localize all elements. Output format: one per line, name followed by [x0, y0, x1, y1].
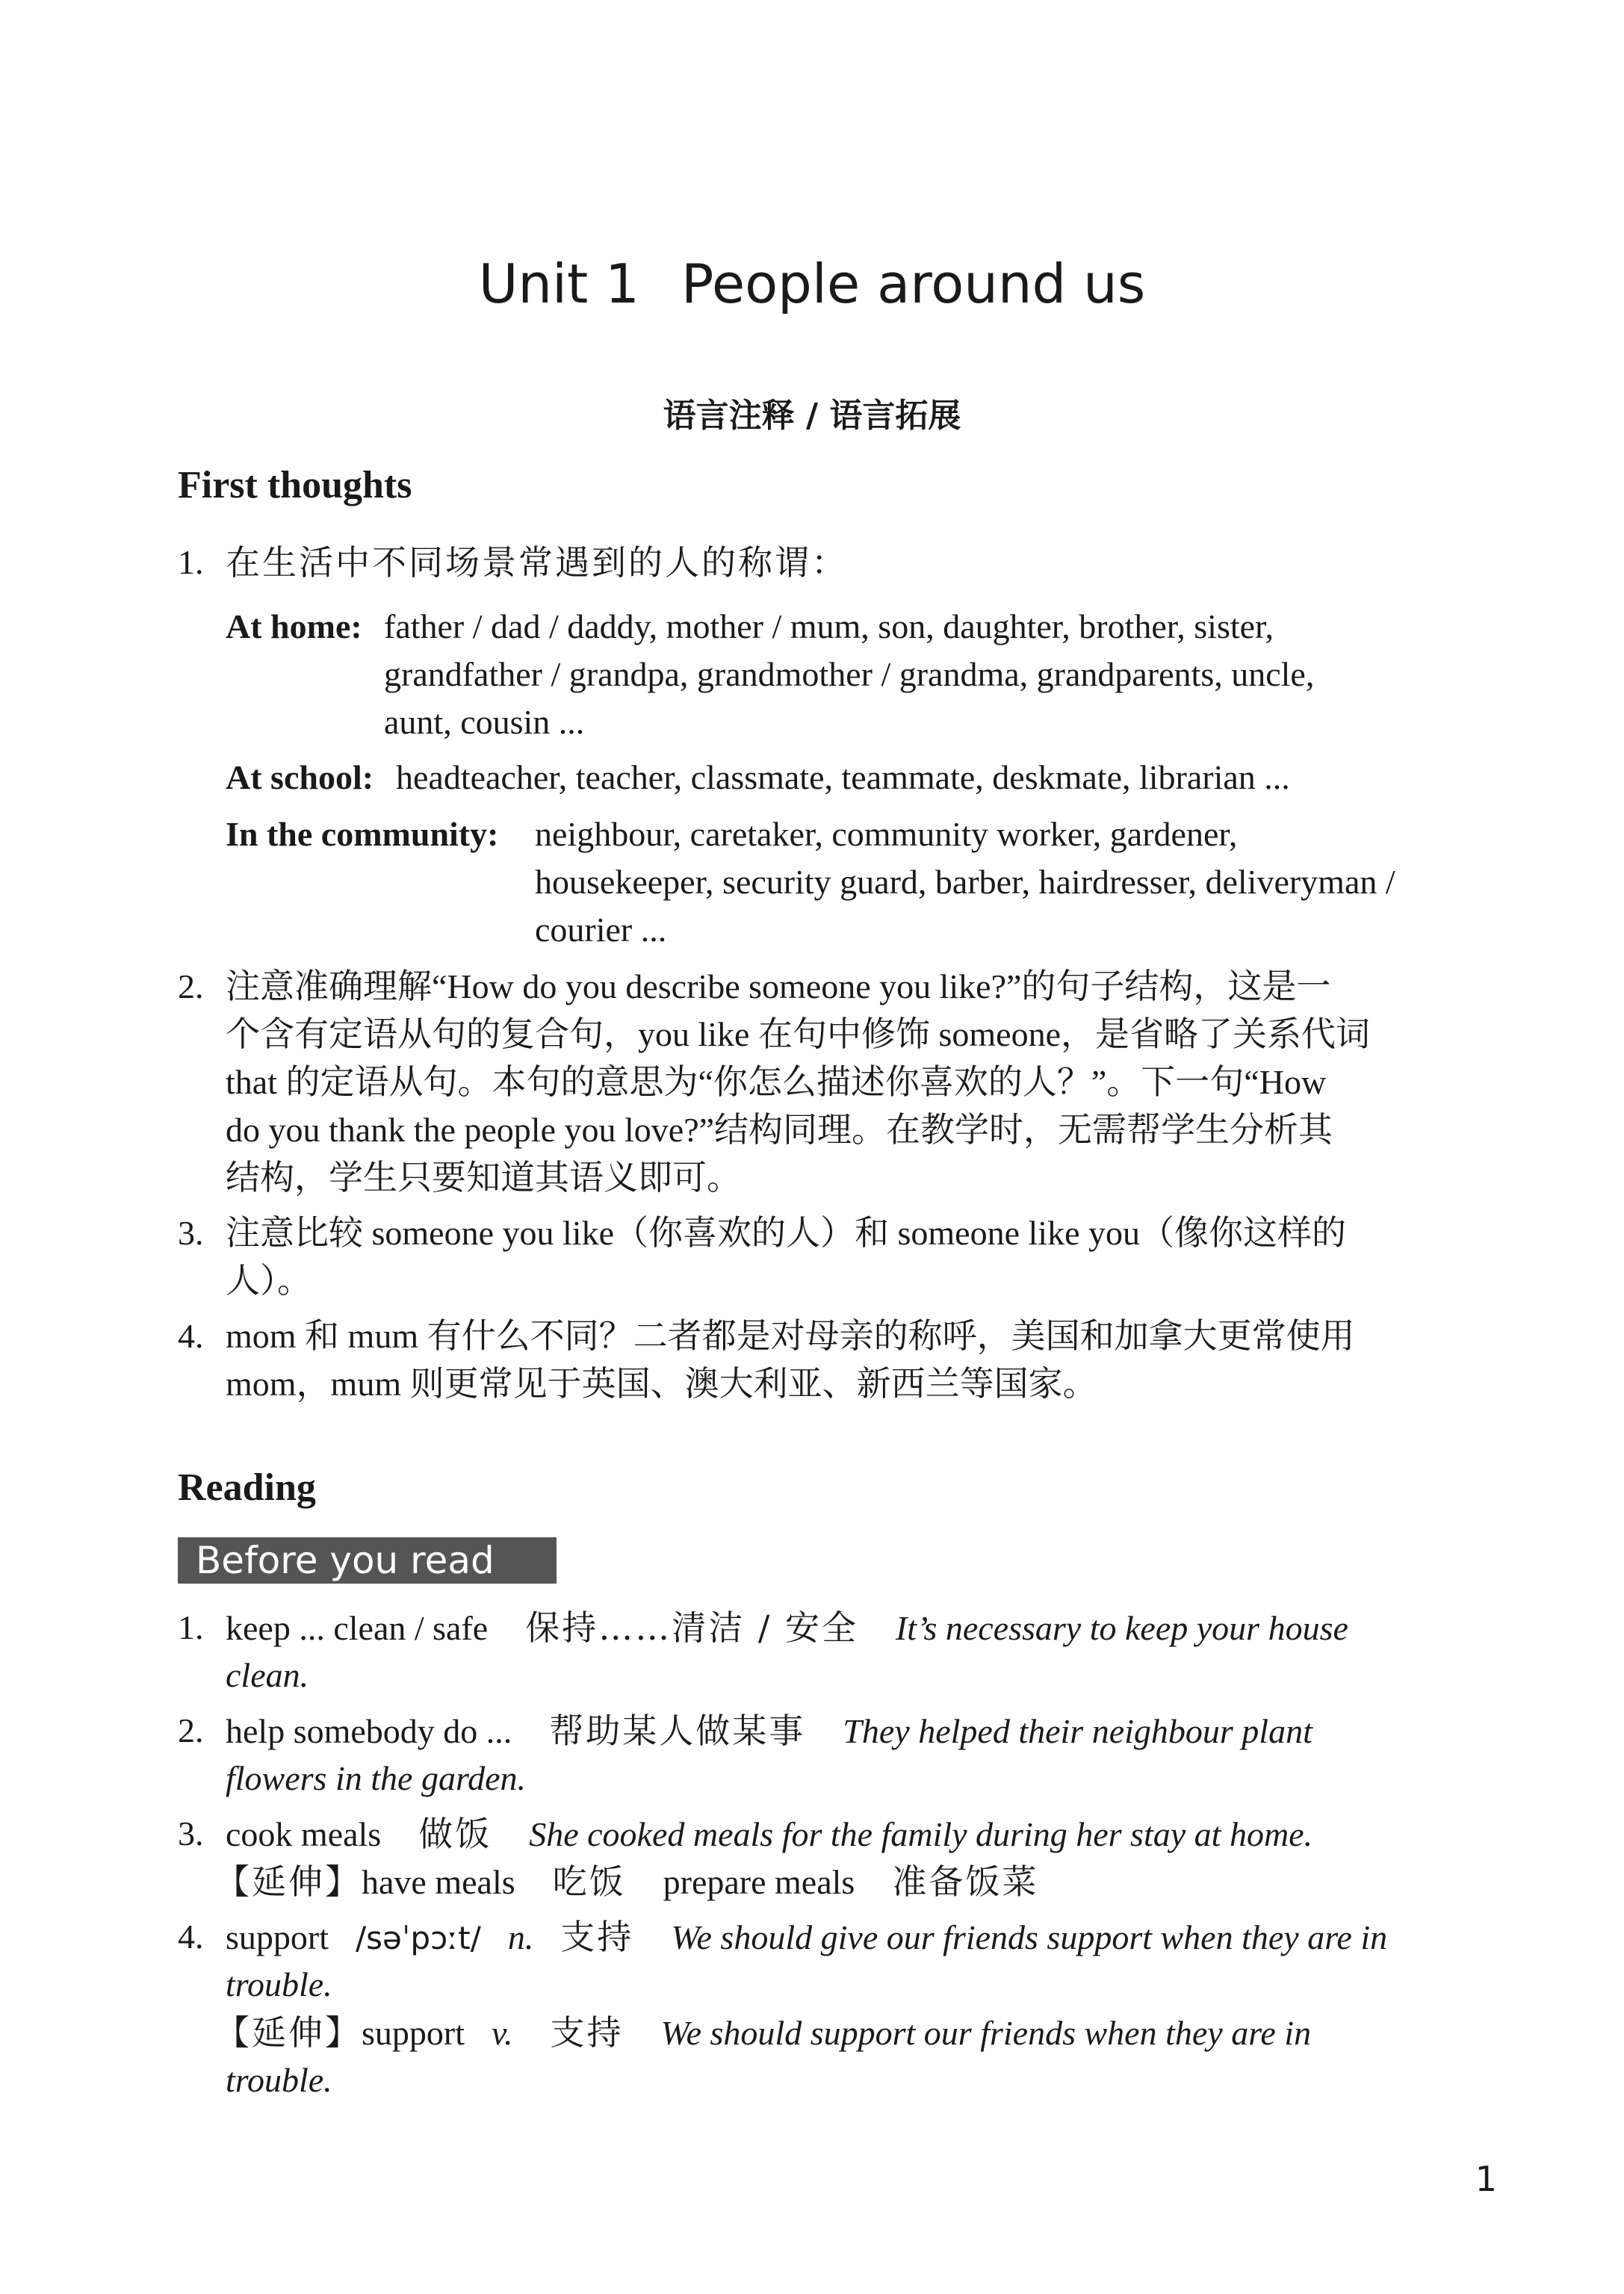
vocab-example: She cooked meals for the family during her stay at home. — [529, 1815, 1313, 1853]
vocab-meaning: 帮助某人做某事 — [549, 1711, 806, 1751]
vocab-meaning: 保持……清洁 / 安全 — [525, 1608, 858, 1648]
item-line: mom 和 mum 有什么不同？二者都是对母亲的称呼，美国和加拿大更常使用 — [226, 1317, 1355, 1355]
item-number: 4. — [178, 1918, 204, 1956]
vocab-example-cont: clean. — [226, 1656, 309, 1694]
at-home-label: At home: — [226, 607, 362, 645]
community-line-2: housekeeper, security guard, barber, hairdresser, deliveryman / — [535, 863, 1395, 901]
vocab-row — [226, 1811, 1312, 1858]
at-home-line-1: father / dad / daddy, mother / mum, son, daughter, brother, sister, — [384, 607, 1274, 645]
item-text: 在生活中不同场景常遇到的人的称谓： — [226, 542, 848, 583]
vocab-example-cont: flowers in the garden. — [226, 1759, 527, 1797]
vocab-phrase: keep ... clean / safe — [226, 1609, 489, 1647]
unit-label: Unit 1 — [478, 252, 639, 315]
extension-meaning: 吃饭 — [552, 1861, 626, 1902]
extension-phrase: support — [362, 2014, 465, 2052]
first-thoughts-heading: First thoughts — [178, 464, 412, 506]
item-line: 个含有定语从句的复合句，you like 在句中修饰 someone，是省略了关系代词 — [226, 1015, 1370, 1053]
item-number: 2. — [178, 1711, 204, 1749]
vocab-phrase: help somebody do ... — [226, 1712, 512, 1750]
item-number: 3. — [178, 1214, 204, 1252]
vocab-row — [226, 1914, 1387, 1962]
community-label: In the community: — [226, 815, 499, 853]
vocab-phonetic: /səˈpɔːt/ — [356, 1920, 481, 1956]
at-home-line-3: aunt, cousin ... — [384, 703, 585, 741]
unit-name: People around us — [681, 252, 1146, 315]
vocab-example-cont: trouble. — [226, 1965, 332, 2003]
vocab-example: It’s necessary to keep your house — [895, 1609, 1348, 1647]
extension-tag: 【延伸】 — [215, 1861, 362, 1902]
extension-row — [215, 1859, 1038, 1906]
page-number: 1 — [1475, 2159, 1497, 2199]
extension-example: We should support our friends when they are in — [660, 2014, 1312, 2052]
community-line-3: courier ... — [535, 911, 667, 949]
vocab-phrase: support — [226, 1918, 329, 1956]
item-number: 2. — [178, 967, 204, 1005]
section-subtitle: 语言注释 / 语言拓展 — [663, 397, 961, 435]
page-title — [0, 252, 1624, 315]
item-line: 结构，学生只要知道其语义即可。 — [226, 1159, 741, 1197]
extension-meaning: 支持 — [550, 2012, 624, 2053]
vocab-row — [226, 1605, 1348, 1652]
item-number: 4. — [178, 1317, 204, 1355]
item-line: 人）。 — [226, 1262, 312, 1300]
item-number: 1. — [178, 543, 204, 581]
at-school-text: headteacher, teacher, classmate, teammate, deskmate, librarian ... — [396, 758, 1290, 796]
reading-heading: Reading — [178, 1466, 316, 1509]
vocab-meaning: 做饭 — [418, 1814, 492, 1854]
item-line: 注意准确理解“How do you describe someone you like?”的句子结构，这是一 — [226, 967, 1331, 1005]
item-line: that 的定语从句。本句的意思为“你怎么描述你喜欢的人？”。下一句“How — [226, 1063, 1327, 1101]
item-line: 注意比较 someone you like（你喜欢的人）和 someone like you（像你这样的 — [226, 1214, 1346, 1252]
extension-phrase: have meals — [362, 1863, 515, 1901]
extension-meaning: 准备饭菜 — [892, 1861, 1039, 1902]
extension-pos: v. — [492, 2014, 513, 2052]
before-you-read-banner: Before you read — [178, 1537, 557, 1584]
item-number: 3. — [178, 1814, 204, 1853]
vocab-phrase: cook meals — [226, 1815, 382, 1853]
extension-example-cont: trouble. — [226, 2061, 332, 2099]
vocab-pos: n. — [507, 1918, 534, 1956]
community-line-1: neighbour, caretaker, community worker, gardener, — [535, 815, 1238, 853]
vocab-example: We should give our friends support when they are in — [671, 1918, 1388, 1956]
item-number: 1. — [178, 1608, 204, 1646]
extension-phrase: prepare meals — [663, 1863, 855, 1901]
vocab-row — [226, 1708, 1312, 1755]
extension-tag: 【延伸】 — [215, 2012, 362, 2053]
extension-row — [215, 2009, 1311, 2056]
vocab-meaning: 支持 — [560, 1917, 634, 1957]
at-school-label: At school: — [226, 758, 374, 796]
vocab-example: They helped their neighbour plant — [843, 1712, 1312, 1750]
item-line: mom，mum 则更常见于英国、澳大利亚、新西兰等国家。 — [226, 1365, 1097, 1403]
at-home-line-2: grandfather / grandpa, grandmother / grandma, grandparents, uncle, — [384, 655, 1315, 693]
item-line: do you thank the people you love?”结构同理。在教学时，无需帮学生分析其 — [226, 1111, 1333, 1149]
